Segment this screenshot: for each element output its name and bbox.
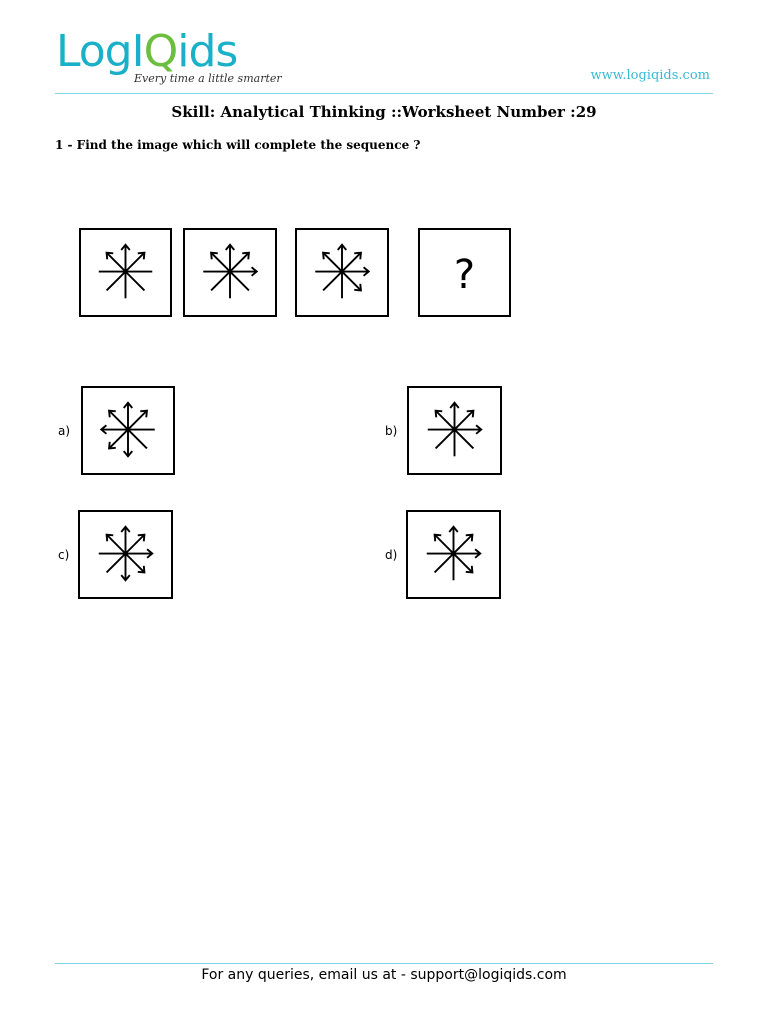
spoke-northeast [126, 253, 145, 272]
option-a-label: a) [58, 424, 71, 438]
logiqids-logo [56, 28, 286, 88]
question-text: 1 - Find the image which will complete the sequence ? [55, 138, 421, 152]
spoke-southeast [342, 272, 361, 291]
spoke-southwest [109, 430, 128, 449]
spoke-northeast [454, 535, 473, 554]
spoke-northeast [455, 411, 474, 430]
spoke-southwest [107, 272, 126, 291]
spoke-northeast [126, 535, 145, 554]
worksheet-title: Skill: Analytical Thinking ::Worksheet Number :29 [171, 103, 597, 121]
spoke-southeast [126, 272, 145, 291]
question-mark: ? [453, 252, 476, 298]
spoke-northwest [435, 535, 454, 554]
spoke-northwest [436, 411, 455, 430]
logo-tagline: Every time a little smarter [134, 72, 282, 85]
sequence-figure-1 [79, 228, 172, 317]
spoke-northwest [211, 253, 230, 272]
option-c-label: c) [58, 548, 70, 562]
spoke-northwest [109, 411, 128, 430]
site-url[interactable]: www.logiqids.com [590, 68, 710, 83]
spoke-southwest [436, 430, 455, 449]
spoke-northeast [342, 253, 361, 272]
sequence-figure-2 [183, 228, 277, 317]
spoke-northwest [107, 253, 126, 272]
spoke-southeast [230, 272, 249, 291]
option-d-label: d) [385, 548, 398, 562]
spoke-northwest [107, 535, 126, 554]
spoke-southeast [126, 554, 145, 573]
option-b-figure[interactable] [407, 386, 502, 475]
spoke-southwest [107, 554, 126, 573]
spoke-northwest [323, 253, 342, 272]
spoke-southwest [211, 272, 230, 291]
spoke-northeast [230, 253, 249, 272]
footer-contact: For any queries, email us at - support@logiqids.com [201, 967, 567, 983]
spoke-southeast [454, 554, 473, 573]
spoke-southeast [455, 430, 474, 449]
option-b-label: b) [385, 424, 398, 438]
option-d-figure[interactable] [406, 510, 501, 599]
option-c-figure[interactable] [78, 510, 173, 599]
spoke-southeast [128, 430, 147, 449]
spoke-northeast [128, 411, 147, 430]
option-a-figure[interactable] [81, 386, 175, 475]
sequence-unknown [418, 228, 511, 317]
header-divider [55, 93, 713, 94]
spoke-southwest [323, 272, 342, 291]
footer-divider [55, 963, 713, 964]
spoke-southwest [435, 554, 454, 573]
logo-wordmark: LogIQids [56, 26, 238, 77]
sequence-figure-3 [295, 228, 389, 317]
